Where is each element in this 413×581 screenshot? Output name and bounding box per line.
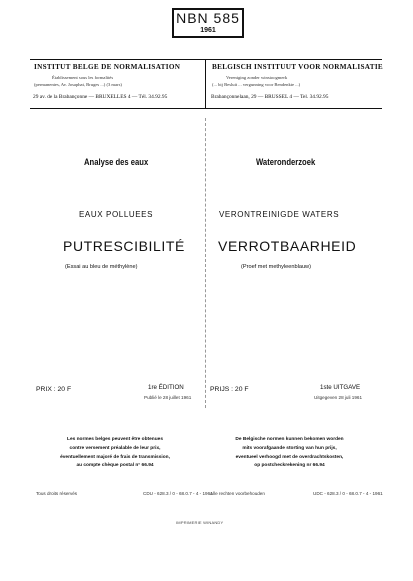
institute-sub2-fr: (permanentes, Av. Josaphat, Bruges ...) (3 mars)	[34, 82, 122, 87]
notice-nl-line: De Belgische normen kunnen bekomen worden	[235, 437, 344, 442]
notice-nl-line: mits voorafgaande storting van hun prijs,	[242, 445, 337, 451]
notice-fr-line: éventuellement majoré de frais de transmission,	[60, 454, 170, 460]
section-title-nl: Wateronderzoek	[256, 157, 316, 167]
price-fr: PRIX : 20 F	[36, 386, 72, 393]
institute-name-fr: INSTITUT BELGE DE NORMALISATION	[34, 63, 181, 71]
top-rule	[30, 59, 382, 60]
center-divider	[205, 118, 206, 408]
section-title-fr: Analyse des eaux	[84, 157, 149, 167]
main-title-fr: PUTRESCIBILITÉ	[63, 238, 185, 254]
notice-fr-line: au compte chèque postal n° 66.94	[76, 463, 154, 469]
institute-sub2-nl: (... bij Besluit ... vergunning voor Bendenkte ...)	[212, 82, 301, 87]
header-divider	[205, 59, 206, 109]
institute-sub-fr: Établissement sous les formalités	[52, 75, 114, 80]
price-nl: PRIJS : 20 F	[210, 386, 249, 393]
edition-nl: 1ste UITGAVE	[320, 384, 361, 391]
notice-nl	[212, 436, 367, 471]
notice-fr	[40, 436, 190, 471]
classification-nl: UDC - 628.3 / 0 - 68.0.7 - 4 - 1961	[313, 491, 383, 496]
main-title-nl: VERROTBAARHEID	[218, 238, 357, 254]
institute-address-nl: Brabançonnelaan, 29 — BRUSSEL 4 — Tel. 34.92.95	[211, 94, 329, 100]
standard-number: NBN 585	[176, 10, 240, 26]
notice-nl-line: op postcheckrekening nr 66.94	[254, 463, 325, 469]
institute-sub-nl: Vereniging zonder winstoogmerk	[226, 75, 288, 80]
printer-credit: IMPRIMERIE WINANDY	[176, 520, 224, 525]
edition-date-nl: Uitgegeven 28 juli 1961	[314, 395, 363, 400]
edition-fr: 1re ÉDITION	[148, 384, 184, 391]
notice-fr-line: contre versement préalable de leur prix,	[69, 445, 161, 451]
notice-nl-line: eventueel verhoogd met de overdrachtskosten,	[235, 454, 344, 460]
rights-nl: Alle rechten voorbehouden	[210, 491, 265, 496]
institute-address-fr: 29 av. de la Brabançonne — BRUXELLES 4 — Tél. 34.92.95	[33, 94, 168, 100]
method-fr: (Essai au bleu de méthylène)	[65, 264, 138, 270]
subtitle-nl: VERONTREINIGDE WATERS	[219, 210, 340, 219]
rights-fr: Tous droits réservés	[36, 491, 78, 496]
header-rule	[30, 108, 382, 109]
edition-date-fr: Publié le 28 juillet 1961	[144, 395, 192, 400]
classification-fr: CDU - 628.3 / 0 - 68.0.7 - 4 - 1961	[143, 491, 213, 496]
subtitle-fr: EAUX POLLUEES	[79, 210, 154, 219]
method-nl: (Proef met methyleenblauw)	[241, 264, 311, 270]
standard-year: 1961	[200, 27, 216, 34]
notice-fr-line: Les normes belges peuvent être obtenues	[67, 437, 163, 442]
institute-name-nl: BELGISCH INSTITUUT VOOR NORMALISATIE	[212, 63, 384, 71]
